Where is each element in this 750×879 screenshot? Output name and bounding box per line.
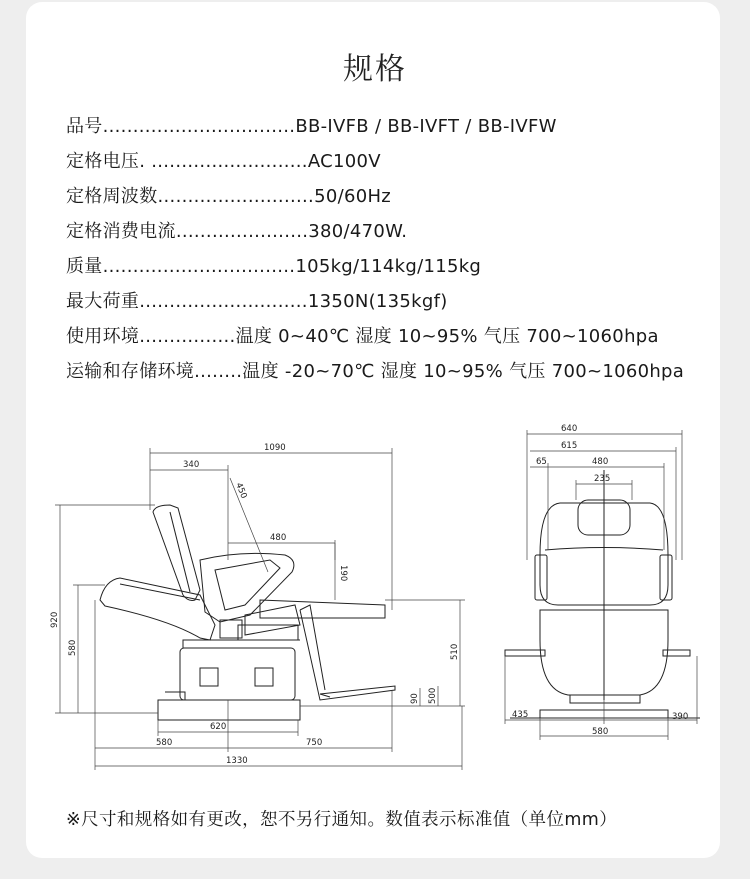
spec-value: 380/470W.: [308, 221, 408, 242]
spec-list: [66, 112, 706, 392]
dim-500: 500: [428, 687, 438, 704]
spec-row-power: [66, 217, 706, 252]
dim-750: 750: [306, 738, 323, 748]
spec-dots: ......................: [175, 221, 309, 242]
dim-480: 480: [270, 533, 287, 543]
spec-row-frequency: [66, 182, 706, 217]
front-dim-65: 65: [536, 457, 547, 467]
dim-510: 510: [450, 643, 460, 660]
dim-920: 920: [50, 611, 60, 628]
spec-value: 温度 0~40℃ 湿度 10~95% 气压 700~1060hpa: [235, 326, 659, 347]
spec-row-weight: [66, 252, 706, 287]
dim-580-vertical: 580: [68, 639, 78, 656]
spec-row-model: [66, 112, 706, 147]
spec-value: 50/60Hz: [314, 186, 392, 207]
spec-row-storage-env: [66, 357, 706, 392]
spec-row-usage-env: [66, 322, 706, 357]
dim-1330: 1330: [226, 756, 248, 766]
spec-dots: ..........................: [157, 186, 315, 207]
front-dim-640: 640: [561, 424, 578, 434]
dim-620: 620: [210, 722, 227, 732]
spec-value: AC100V: [307, 151, 381, 172]
spec-label: 品号: [66, 116, 103, 137]
dim-90: 90: [410, 693, 420, 704]
spec-row-max-load: [66, 287, 706, 322]
front-dim-615: 615: [561, 441, 578, 451]
spec-label: 定格电压: [66, 151, 140, 172]
front-dim-435: 435: [512, 710, 529, 720]
spec-dots: ................................: [102, 116, 296, 137]
spec-label: 最大荷重: [66, 291, 140, 312]
spec-value: BB-IVFB / BB-IVFT / BB-IVFW: [295, 116, 557, 137]
spec-label: 定格消费电流: [66, 221, 176, 242]
spec-dots: ................: [139, 326, 236, 347]
dim-450: 450: [233, 481, 249, 501]
spec-label: 使用环境: [66, 326, 140, 347]
dim-190: 190: [338, 565, 348, 582]
spec-value: 105kg/114kg/115kg: [295, 256, 482, 277]
dim-1090: 1090: [264, 443, 286, 453]
front-dim-235: 235: [594, 474, 611, 484]
dim-580-horizontal: 580: [156, 738, 173, 748]
page-title: 规格: [343, 52, 407, 87]
front-dim-480: 480: [592, 457, 609, 467]
spec-dots: ................................: [102, 256, 296, 277]
spec-dots: ............................: [139, 291, 308, 312]
spec-row-voltage: [66, 147, 706, 182]
front-dim-580: 580: [592, 727, 609, 737]
spec-label: 定格周波数: [66, 186, 158, 207]
dim-340: 340: [183, 460, 200, 470]
spec-label: 质量: [66, 256, 103, 277]
footnote: ※尺寸和规格如有更改，恕不另行通知。数值表示标准值（单位mm）: [66, 810, 618, 830]
spec-value: 温度 -20~70℃ 湿度 10~95% 气压 700~1060hpa: [242, 361, 685, 382]
spec-label: 运输和存储环境: [66, 361, 195, 382]
spec-dots: . ..........................: [139, 151, 308, 172]
spec-value: 1350N(135kgf): [307, 291, 448, 312]
spec-dots: ........: [194, 361, 243, 382]
front-dim-390: 390: [672, 712, 689, 722]
